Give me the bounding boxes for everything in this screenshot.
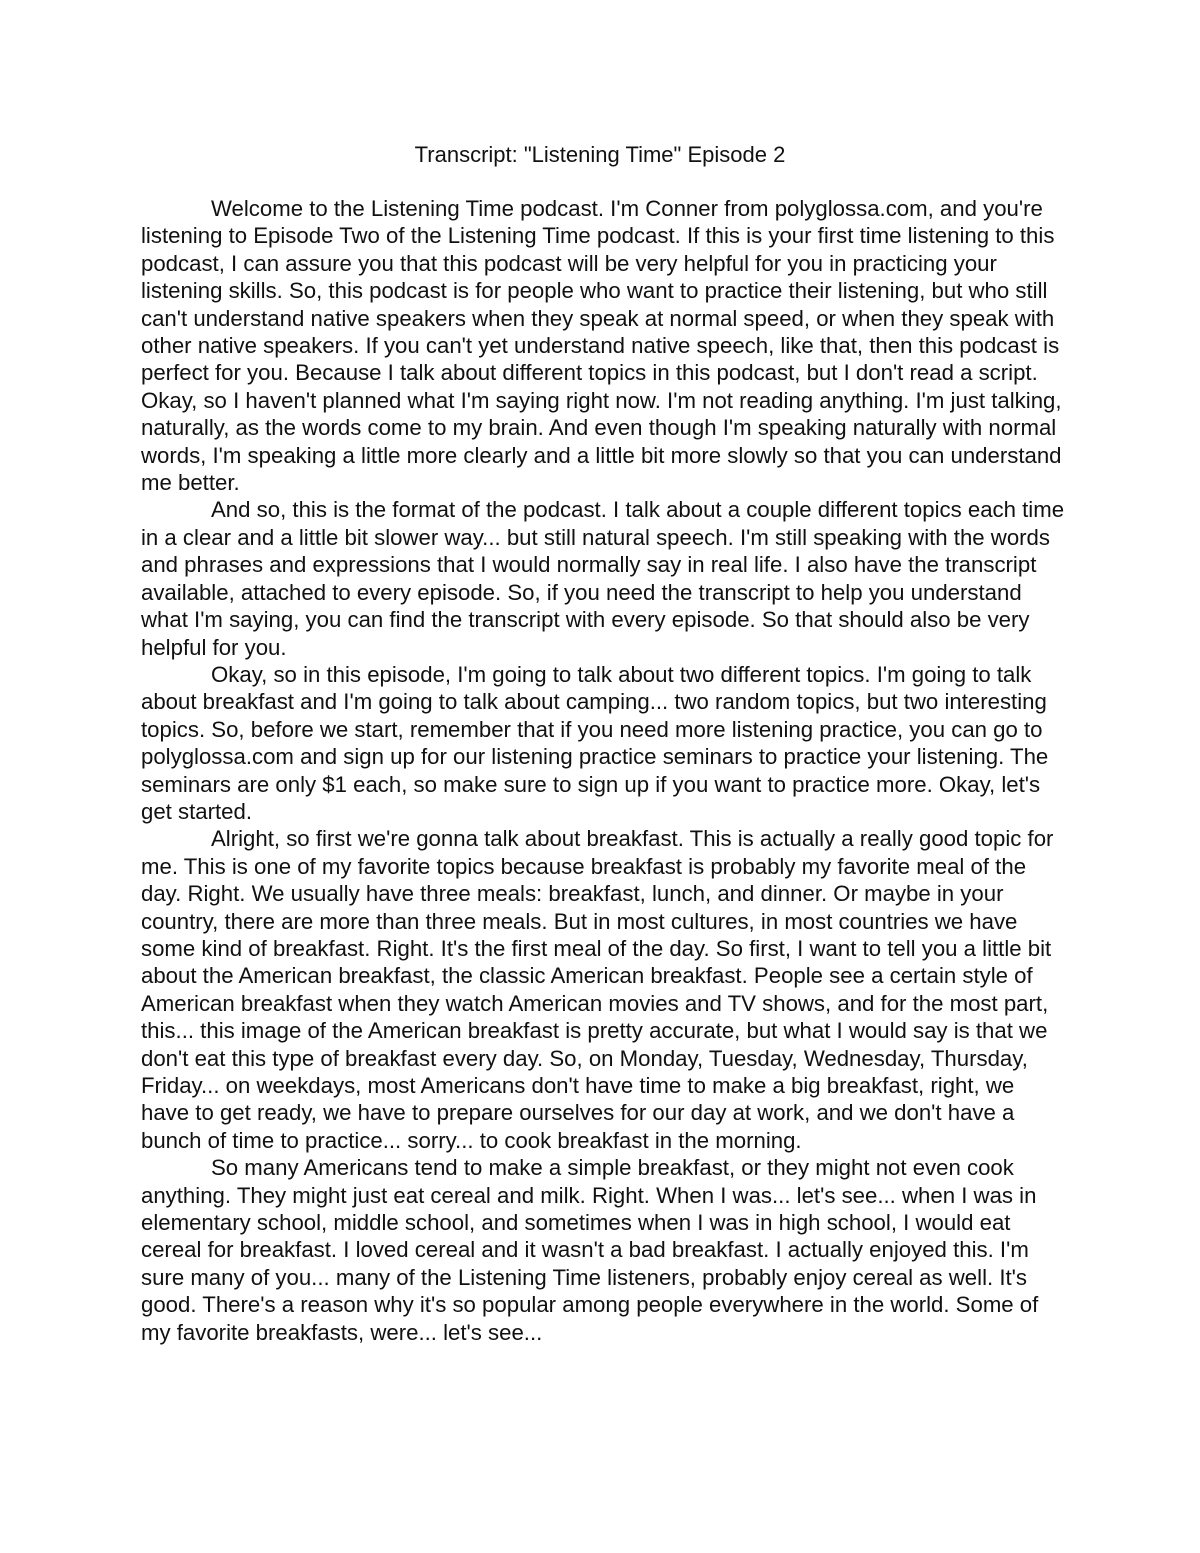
paragraph-intro: Welcome to the Listening Time podcast. I'm Conner from polyglossa.com, and you're listening to Episode Two of the Listening Time podcast. If this is your first time listening to this podcast, I can assure you that this podcast will be very helpful for you in practicing your listening skills. So, this podcast is for people who want to practice their listening, but who still can't understand native speakers when they speak at normal speed, or when they speak with other native speakers. If you can't yet understand native speech, like that, then this podcast is perfect for you. Because I talk about different topics in this podcast, but I don't read a script. Okay, so I haven't planned what I'm saying right now. I'm not reading anything. I'm just talking, naturally, as the words come to my brain. And even though I'm speaking naturally with normal words, I'm speaking a little more clearly and a little bit more slowly so that you can understand me better. — [141, 196, 1062, 496]
document-title: Transcript: "Listening Time" Episode 2 — [414, 142, 786, 167]
paragraph-episode-topics: Okay, so in this episode, I'm going to talk about two different topics. I'm going to talk about breakfast and I'm going to talk about camping... two random topics, but two interesting topics. So, before we start, remember that if you need more listening practice, you can go to polyglossa.com and sign up for our listening practice seminars to practice your listening. The seminars are only $1 each, so make sure to sign up if you want to practice more. Okay, let's get started. — [141, 661, 1049, 824]
paragraph-cereal: So many Americans tend to make a simple breakfast, or they might not even cook anything. They might just eat cereal and milk. Right. When I was... let's see... when I was in elementary school, middle school, and sometimes when I was in high school, I would eat cereal for breakfast. I loved cereal and it wasn't a bad breakfast. I actually enjoyed this. I'm sure many of you... many of the Listening Time listeners, probably enjoy cereal as well. It's good. There's a reason why it's so popular among people everywhere in the world. Some of my favorite breakfasts, were... let's see... — [141, 1155, 1039, 1345]
paragraph-format: And so, this is the format of the podcast. I talk about a couple different topics each time in a clear and a little bit slower way... but still natural speech. I'm still speaking with the words and phrases and expressions that I would normally say in real life. I also have the transcript available, attached to every episode. So, if you need the transcript to help you understand what I'm saying, you can find the transcript with every episode. So that should also be very helpful for you. — [141, 497, 1065, 660]
paragraph-breakfast: Alright, so first we're gonna talk about breakfast. This is actually a really good topic for me. This is one of my favorite topics because breakfast is probably my favorite meal of the day. Right. We usually have three meals: breakfast, lunch, and dinner. Or maybe in your country, there are more than three meals. But in most cultures, in most countries we have some kind of breakfast. Right. It's the first meal of the day. So first, I want to tell you a little bit about the American breakfast, the classic American breakfast. People see a certain style of American breakfast when they watch American movies and TV shows, and for the most part, this... this image of the American breakfast is pretty accurate, but what I would say is that we don't eat this type of breakfast every day. So, on Monday, Tuesday, Wednesday, Thursday, Friday... on weekdays, most Americans don't have time to make a big breakfast, right, we have to get ready, we have to prepare ourselves for our day at work, and we don't have a bunch of time to practice... sorry... to cook breakfast in the morning. — [141, 826, 1054, 1153]
transcript-body — [141, 195, 1067, 1346]
